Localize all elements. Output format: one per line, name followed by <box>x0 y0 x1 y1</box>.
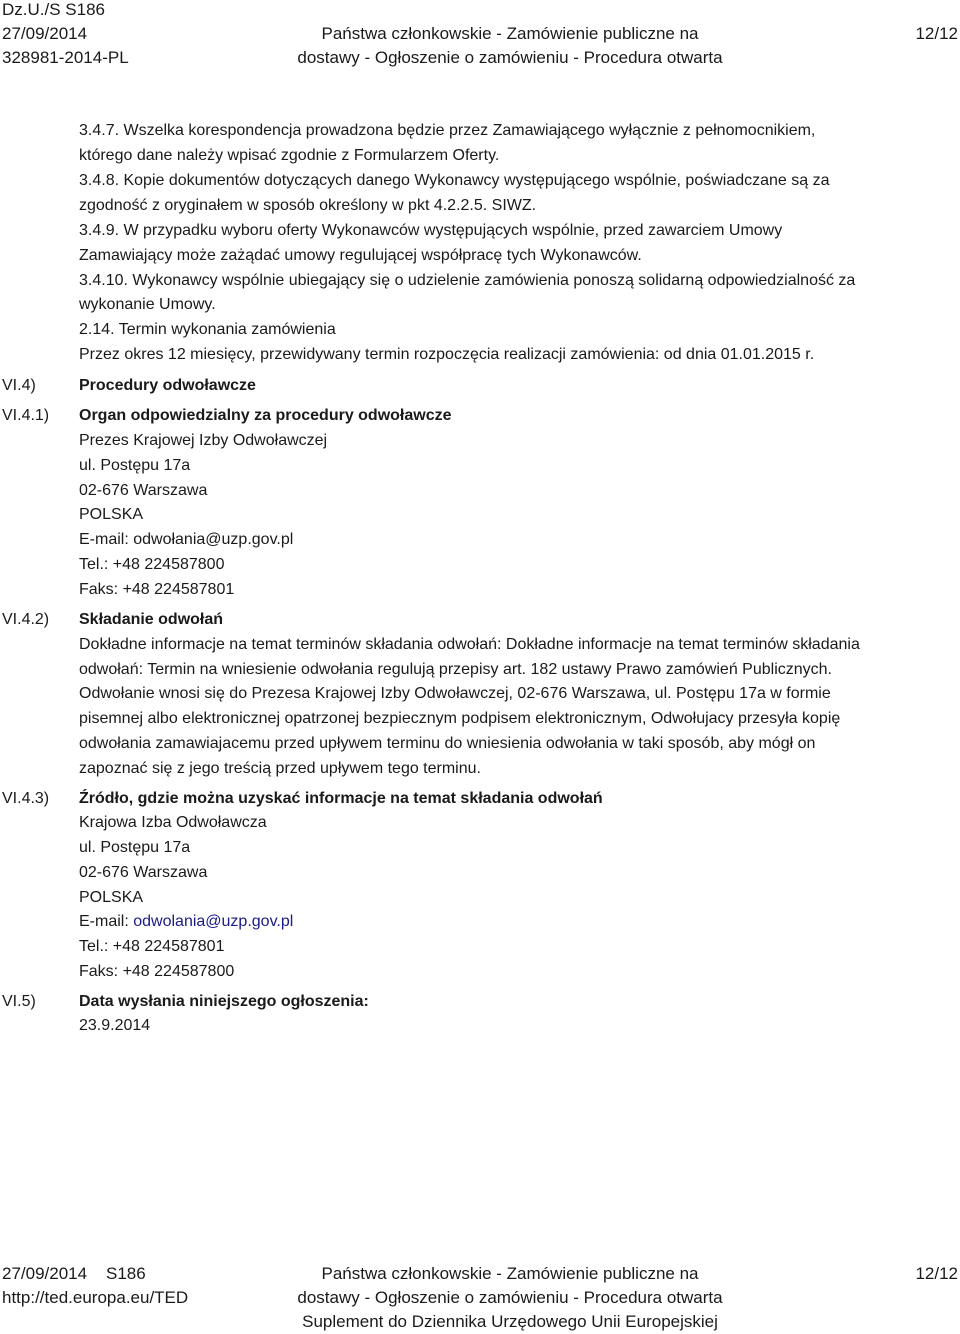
section-title-lodging-appeals: Składanie odwołań <box>79 611 224 628</box>
review-body-name: Prezes Krajowej Izby Odwoławczej <box>79 432 328 449</box>
footer-supplement: Suplement do Dziennika Urzędowego Unii Europejskiej <box>302 1312 718 1331</box>
appeals-text-line: odwołań: Termin na wniesienie odwołania regulują przepisy art. 182 ustawy Prawo zamówień Publicznych. <box>79 661 832 678</box>
info-source-email-row <box>79 910 293 934</box>
info-source-name: Krajowa Izba Odwoławcza <box>79 814 267 831</box>
header-journal-ref: Dz.U./S S186 <box>2 0 105 19</box>
body-line: 3.4.9. W przypadku wyboru oferty Wykonawców występujących wspólnie, przed zawarciem Umowy <box>79 222 783 239</box>
section-number-vi42: VI.4.2) <box>2 611 50 628</box>
header-title-line2: dostawy - Ogłoszenie o zamówieniu - Procedura otwarta <box>297 48 723 67</box>
header-page-number: 12/12 <box>915 24 958 43</box>
info-source-country: POLSKA <box>79 889 144 906</box>
info-source-phone: Tel.: +48 224587801 <box>79 938 225 955</box>
header-notice-id: 328981-2014-PL <box>2 48 129 67</box>
footer-center <box>260 1262 760 1334</box>
review-body-fax: Faks: +48 224587801 <box>79 581 235 598</box>
appeals-text-line: odwołania zamawiajacemu przed upływem terminu do wniesienia odwołania w taki sposób, aby mógł on <box>79 735 816 752</box>
body-line: którego dane należy wpisać zgodnie z Formularzem Oferty. <box>79 147 500 164</box>
appeals-text-line: pisemnej albo elektronicznej opatrzonej bezpiecznym podpisem elektronicznym, Odwołujacy przesyła kopię <box>79 710 841 727</box>
body-line: wykonanie Umowy. <box>79 296 216 313</box>
info-source-fax: Faks: +48 224587800 <box>79 963 235 980</box>
header-date: 27/09/2014 <box>2 24 88 43</box>
review-body-country: POLSKA <box>79 506 144 523</box>
section-number-vi5: VI.5) <box>2 993 36 1010</box>
dispatch-date-value: 23.9.2014 <box>79 1017 151 1034</box>
section-number-vi41: VI.4.1) <box>2 407 50 424</box>
review-body-street: ul. Postępu 17a <box>79 457 191 474</box>
section-title-review-procedures: Procedury odwoławcze <box>79 377 256 394</box>
footer-title-line1: Państwa członkowskie - Zamówienie publiczne na <box>321 1264 699 1283</box>
body-line: Zamawiający może zażądać umowy regulującej współpracę tych Wykonawców. <box>79 247 642 264</box>
body-line: Przez okres 12 miesięcy, przewidywany termin rozpoczęcia realizacji zamówienia: od dnia 01.01.2015 r. <box>79 346 815 363</box>
section-number-vi43: VI.4.3) <box>2 790 50 807</box>
section-title-info-source: Źródło, gdzie można uzyskać informacje na temat składania odwołań <box>79 790 603 807</box>
page-header <box>0 0 960 70</box>
review-body-city: 02-676 Warszawa <box>79 482 208 499</box>
info-source-email-label: E-mail: <box>79 913 134 930</box>
header-title-line1: Państwa członkowskie - Zamówienie publiczne na <box>321 24 699 43</box>
appeals-text-line: Dokładne informacje na temat terminów składania odwołań: Dokładne informacje na temat terminów składania <box>79 636 860 653</box>
footer-title-line2: dostawy - Ogłoszenie o zamówieniu - Procedura otwarta <box>297 1288 723 1307</box>
body-line: 3.4.7. Wszelka korespondencja prowadzona będzie przez Zamawiającego wyłącznie z pełnomocnikiem, <box>79 122 816 139</box>
appeals-text-line: zapoznać się z jego treścią przed upływem tego terminu. <box>79 760 481 777</box>
header-center <box>260 22 760 70</box>
footer-date-issue: 27/09/2014 S186 <box>2 1264 146 1283</box>
body-line: 2.14. Termin wykonania zamówienia <box>79 321 336 338</box>
header-left <box>2 0 129 70</box>
footer-page-number: 12/12 <box>915 1264 958 1283</box>
body-line: 3.4.8. Kopie dokumentów dotyczących danego Wykonawcy występującego wspólnie, poświadczane są za <box>79 172 830 189</box>
review-body-phone: Tel.: +48 224587800 <box>79 556 225 573</box>
section-title-dispatch-date: Data wysłania niniejszego ogłoszenia: <box>79 993 369 1010</box>
body-line: zgodność z oryginałem w sposób określony w pkt 4.2.2.5. SIWZ. <box>79 197 537 214</box>
review-body-email: E-mail: odwołania@uzp.gov.pl <box>79 531 294 548</box>
info-source-email-link[interactable]: odwolania@uzp.gov.pl <box>133 913 294 930</box>
body-line: 3.4.10. Wykonawcy wspólnie ubiegający się o udzielenie zamówienia ponoszą solidarną odpowiedzialność za <box>79 272 856 289</box>
footer-left <box>2 1262 188 1310</box>
section-number-vi4: VI.4) <box>2 377 36 394</box>
page-footer <box>0 1262 960 1334</box>
appeals-text-line: Odwołanie wnosi się do Prezesa Krajowej Izby Odwoławczej, 02-676 Warszawa, ul. Postępu 17a w formie <box>79 685 831 702</box>
info-source-street: ul. Postępu 17a <box>79 839 191 856</box>
footer-url: http://ted.europa.eu/TED <box>2 1288 189 1307</box>
info-source-city: 02-676 Warszawa <box>79 864 208 881</box>
section-title-review-body: Organ odpowiedzialny za procedury odwoławcze <box>79 407 452 424</box>
